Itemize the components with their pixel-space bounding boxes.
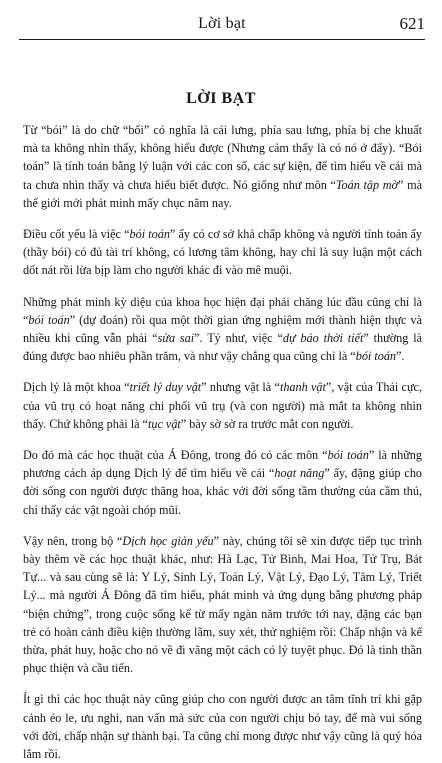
page-number: 621 [399, 14, 425, 33]
text-run: Dịch lý là một khoa “ [23, 380, 130, 395]
text-run: Vậy nên, trong bộ “ [23, 533, 123, 548]
text-run: Ít gì thì các học thuật này cũng giúp cho con người được an tâm tĩnh trí khi gặp cảnh éo le, ưu nghi, nan vấn mà sức của con người chịu bó tay, để mà vui sống với đời, chấp nhận sự thành bại. Ta cũng chỉ mong được như vậy cũng là quý hóa lắm rồi. [23, 692, 422, 762]
text-run: ”. [396, 349, 405, 364]
running-header [19, 9, 425, 40]
paragraph [23, 690, 422, 763]
text-run: ” này, chúng tôi sẽ xin được tiếp tục trình bày thêm về các học thuật khác, như: Hà Lạc, Tử Bình, Mai Hoa, Tử Trụ, Bát Tự... và sau cùng sẽ là: Y Lý, Sinh Lý, Toán Lý, Vật Lý, Đạo Lý, Tâm Lý, Triết Lý... mà người Á Đông đã tìm hiểu, phát minh và ứng dụng bằng phương pháp “biện chứng”, trong cuộc sống kể từ mấy ngàn năm trước tới nay, đặng các bạn trẻ có hoàn cảnh điều kiện thường lãm, suy xét, thử nghiệm rồi: Chấp nhận và kế thừa, phát huy, hoặc cho nó về đi vãng một cách có lý tuyệt phục. Đó là tinh thần phục thiện và cầu tiến. [23, 533, 422, 676]
text-run: ”, vật của Thái cực, của vũ trụ có hoạt năng chi phối vũ trụ (và con người) mà mắt ta không nhìn thấy. Chứ không phải là “ [23, 380, 423, 431]
text-run: Điều cốt yếu là việc “ [23, 227, 130, 242]
text-run: ” bày sờ sờ ra trước mắt con người. [180, 416, 354, 431]
text-run: ” ấy, đặng giúp cho đời sống con người được thăng hoa, khác với đời sống tầm thường của cầm thú, chỉ thấy các vật ngoài chóp mũi. [23, 466, 423, 517]
italic-term: bói toán [327, 448, 369, 463]
italic-term: triết lý duy vật [129, 380, 202, 395]
text-run: ”. Tỷ như, việc “ [194, 331, 283, 346]
italic-term: Dịch học giản yếu [122, 533, 214, 548]
paragraph [23, 378, 422, 433]
italic-term: thanh vật [279, 380, 326, 395]
text-run: ” là những phương cách áp dụng Dịch lý để tìm hiểu về cái “ [23, 448, 422, 481]
text-run: ” nhưng vật là “ [201, 380, 280, 395]
italic-term: bói toán [28, 312, 70, 327]
paragraph [23, 121, 422, 212]
text-run: ” (dự đoán) rồi qua một thời gian ứng nghiệm mới thành hiện thực và nhiều khi cũng vẫn phải “ [23, 312, 422, 346]
italic-term: sửa sai [157, 331, 195, 346]
text-run: ” ấy có cơ sở khả chấp không và người tính toán ấy (thầy bói) có đủ tài trí không, có lương tâm không, hay chỉ là suy luận một cách dốt nát rồi lừa bịp làm cho người khác đi vào mê muội. [23, 227, 422, 278]
running-title: Lời bạt [198, 15, 246, 32]
paragraph [23, 446, 422, 519]
italic-term: hoạt năng [274, 466, 325, 481]
paragraph [23, 225, 422, 280]
text-run: Do đó mà các học thuật của Á Đông, trong đó có các môn “ [23, 448, 328, 463]
italic-term: Toán tập mờ [335, 177, 399, 192]
paragraph [23, 532, 422, 678]
italic-term: bói toán [355, 349, 397, 364]
italic-term: tục vật [147, 416, 181, 431]
text-run: ” thường là đúng được bao nhiêu phần trăm, và như vậy chẳng qua cũng chỉ là “ [23, 331, 422, 364]
text-run: ” mà thế giới mới phát minh mấy chục năm nay. [23, 177, 422, 210]
italic-term: dự báo thời tiết [282, 331, 364, 346]
text-run: Những phát minh kỳ diệu của khoa học hiện đại phải chăng lúc đầu cũng chỉ là “ [23, 294, 422, 327]
italic-term: bói toán [129, 227, 170, 242]
text-run: Từ “bói” là do chữ “bối” có nghĩa là cái lưng, phía sau lưng, phía bị che khuất mà ta không nhìn thấy, không hiểu được (Nhưng cảm thấy là có nó ở đấy). “Bói toán” là tính toán bằng lý luận với các con số, các sự kiện, để tìm hiểu về cái mà ta chưa nhìn thấy và chưa hiểu biết được. Nó giống như môn “ [23, 123, 422, 192]
paragraph [23, 293, 422, 366]
afterword-body [23, 121, 422, 763]
chapter-title: LỜI BẠT [186, 90, 256, 107]
